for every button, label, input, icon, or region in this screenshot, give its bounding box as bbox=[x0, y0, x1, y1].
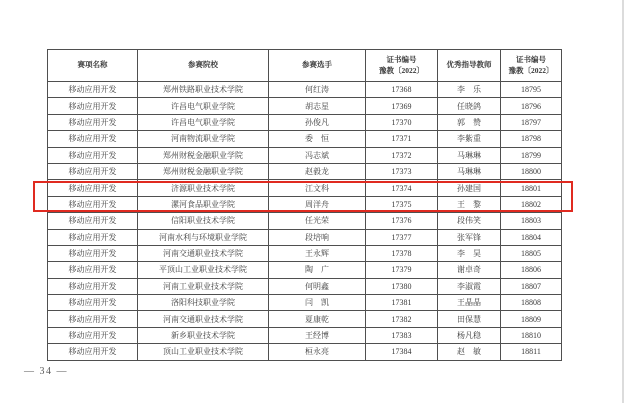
certificate-results-table bbox=[47, 49, 562, 361]
table-cell: 移动应用开发 bbox=[48, 278, 138, 294]
table-cell: 信阳职业技术学院 bbox=[138, 213, 269, 229]
table-cell: 郭 赞 bbox=[438, 114, 501, 130]
table-cell: 郑州铁路职业技术学院 bbox=[138, 82, 269, 98]
table-cell: 河南交通职业技术学院 bbox=[138, 245, 269, 261]
table-row bbox=[48, 114, 562, 130]
table-cell: 王经博 bbox=[269, 327, 366, 343]
table-cell: 18798 bbox=[501, 131, 562, 147]
table-cell: 委 恒 bbox=[269, 131, 366, 147]
table-cell: 移动应用开发 bbox=[48, 147, 138, 163]
table-cell: 郑州财税金融职业学院 bbox=[138, 163, 269, 179]
table-cell: 移动应用开发 bbox=[48, 245, 138, 261]
table-row bbox=[48, 311, 562, 327]
table-cell: 济源职业技术学院 bbox=[138, 180, 269, 196]
table-cell: 18804 bbox=[501, 229, 562, 245]
table-cell: 18803 bbox=[501, 213, 562, 229]
table-cell: 移动应用开发 bbox=[48, 311, 138, 327]
table-cell: 夏康乾 bbox=[269, 311, 366, 327]
table-cell: 冯志斌 bbox=[269, 147, 366, 163]
column-header: 证书编号 豫教〔2022〕 bbox=[366, 50, 438, 82]
table-row bbox=[48, 163, 562, 179]
table-cell: 王永辉 bbox=[269, 245, 366, 261]
table-cell: 移动应用开发 bbox=[48, 114, 138, 130]
table-cell: 河南物流职业学院 bbox=[138, 131, 269, 147]
table-cell: 17382 bbox=[366, 311, 438, 327]
table-cell: 17369 bbox=[366, 98, 438, 114]
table-cell: 孙建国 bbox=[438, 180, 501, 196]
table-cell: 18799 bbox=[501, 147, 562, 163]
table-cell: 平顶山工业职业技术学院 bbox=[138, 262, 269, 278]
table-cell: 新乡职业技术学院 bbox=[138, 327, 269, 343]
table-cell: 河南交通职业技术学院 bbox=[138, 311, 269, 327]
table-cell: 17381 bbox=[366, 295, 438, 311]
table-body bbox=[48, 82, 562, 361]
table-cell: 18802 bbox=[501, 196, 562, 212]
table-header bbox=[48, 50, 562, 82]
table-cell: 18810 bbox=[501, 327, 562, 343]
table-cell: 马琳琳 bbox=[438, 147, 501, 163]
table-cell: 17377 bbox=[366, 229, 438, 245]
table-cell: 17373 bbox=[366, 163, 438, 179]
table-cell: 江文科 bbox=[269, 180, 366, 196]
table-cell: 移动应用开发 bbox=[48, 82, 138, 98]
table-cell: 移动应用开发 bbox=[48, 163, 138, 179]
table-cell: 18795 bbox=[501, 82, 562, 98]
results-table-container bbox=[47, 49, 561, 361]
table-row bbox=[48, 213, 562, 229]
table-cell: 顶山工业职业技术学院 bbox=[138, 344, 269, 360]
table-cell: 李 乐 bbox=[438, 82, 501, 98]
table-cell: 18805 bbox=[501, 245, 562, 261]
table-row bbox=[48, 278, 562, 294]
table-cell: 18809 bbox=[501, 311, 562, 327]
table-cell: 移动应用开发 bbox=[48, 229, 138, 245]
table-row bbox=[48, 147, 562, 163]
table-row bbox=[48, 229, 562, 245]
column-header: 参赛选手 bbox=[269, 50, 366, 82]
table-cell: 移动应用开发 bbox=[48, 196, 138, 212]
table-cell: 马琳琳 bbox=[438, 163, 501, 179]
table-row bbox=[48, 262, 562, 278]
table-cell: 17383 bbox=[366, 327, 438, 343]
table-cell: 周洋舟 bbox=[269, 196, 366, 212]
table-cell: 17375 bbox=[366, 196, 438, 212]
table-cell: 何红涛 bbox=[269, 82, 366, 98]
table-row bbox=[48, 245, 562, 261]
table-cell: 桓永亮 bbox=[269, 344, 366, 360]
column-header: 参赛院校 bbox=[138, 50, 269, 82]
table-row bbox=[48, 327, 562, 343]
table-cell: 17380 bbox=[366, 278, 438, 294]
table-cell: 17374 bbox=[366, 180, 438, 196]
table-cell: 王 黎 bbox=[438, 196, 501, 212]
table-cell: 谢卓奇 bbox=[438, 262, 501, 278]
table-row bbox=[48, 98, 562, 114]
table-cell: 赵毅龙 bbox=[269, 163, 366, 179]
table-cell: 郑州财税金融职业学院 bbox=[138, 147, 269, 163]
table-cell: 任光荣 bbox=[269, 213, 366, 229]
table-cell: 漯河食品职业学院 bbox=[138, 196, 269, 212]
table-cell: 18796 bbox=[501, 98, 562, 114]
table-cell: 河南工业职业技术学院 bbox=[138, 278, 269, 294]
table-cell: 许昌电气职业学院 bbox=[138, 98, 269, 114]
table-cell: 移动应用开发 bbox=[48, 213, 138, 229]
table-cell: 移动应用开发 bbox=[48, 262, 138, 278]
page-number: — 34 — bbox=[24, 366, 68, 377]
table-cell: 移动应用开发 bbox=[48, 295, 138, 311]
table-cell: 18801 bbox=[501, 180, 562, 196]
table-cell: 18811 bbox=[501, 344, 562, 360]
table-cell: 段培响 bbox=[269, 229, 366, 245]
table-cell: 17368 bbox=[366, 82, 438, 98]
column-header: 赛项名称 bbox=[48, 50, 138, 82]
table-cell: 17378 bbox=[366, 245, 438, 261]
table-cell: 李淑霞 bbox=[438, 278, 501, 294]
table-row bbox=[48, 196, 562, 212]
table-row bbox=[48, 180, 562, 196]
table-cell: 18797 bbox=[501, 114, 562, 130]
table-cell: 17379 bbox=[366, 262, 438, 278]
table-cell: 任晓鸽 bbox=[438, 98, 501, 114]
table-cell: 杨凡稳 bbox=[438, 327, 501, 343]
column-header: 证书编号 豫教〔2022〕 bbox=[501, 50, 562, 82]
table-row bbox=[48, 131, 562, 147]
table-cell: 移动应用开发 bbox=[48, 327, 138, 343]
table-cell: 王晶晶 bbox=[438, 295, 501, 311]
table-cell: 孙俊凡 bbox=[269, 114, 366, 130]
table-cell: 胡志星 bbox=[269, 98, 366, 114]
table-row bbox=[48, 295, 562, 311]
table-cell: 李 昊 bbox=[438, 245, 501, 261]
table-cell: 何明鑫 bbox=[269, 278, 366, 294]
table-cell: 洛阳科技职业学院 bbox=[138, 295, 269, 311]
table-cell: 移动应用开发 bbox=[48, 98, 138, 114]
table-cell: 段伟笑 bbox=[438, 213, 501, 229]
table-cell: 18806 bbox=[501, 262, 562, 278]
table-cell: 移动应用开发 bbox=[48, 131, 138, 147]
table-cell: 李紫重 bbox=[438, 131, 501, 147]
table-cell: 18808 bbox=[501, 295, 562, 311]
table-cell: 17371 bbox=[366, 131, 438, 147]
table-cell: 陶 广 bbox=[269, 262, 366, 278]
table-cell: 17376 bbox=[366, 213, 438, 229]
table-cell: 移动应用开发 bbox=[48, 344, 138, 360]
table-row bbox=[48, 82, 562, 98]
table-cell: 张军锋 bbox=[438, 229, 501, 245]
table-cell: 河南水利与环境职业学院 bbox=[138, 229, 269, 245]
table-cell: 赵 敏 bbox=[438, 344, 501, 360]
table-cell: 闫 凯 bbox=[269, 295, 366, 311]
table-cell: 17370 bbox=[366, 114, 438, 130]
table-cell: 18807 bbox=[501, 278, 562, 294]
table-cell: 移动应用开发 bbox=[48, 180, 138, 196]
column-header: 优秀指导教师 bbox=[438, 50, 501, 82]
table-cell: 17372 bbox=[366, 147, 438, 163]
table-cell: 田保慧 bbox=[438, 311, 501, 327]
table-row bbox=[48, 344, 562, 360]
table-cell: 许昌电气职业学院 bbox=[138, 114, 269, 130]
table-cell: 18800 bbox=[501, 163, 562, 179]
scan-edge-line bbox=[622, 0, 624, 403]
table-cell: 17384 bbox=[366, 344, 438, 360]
